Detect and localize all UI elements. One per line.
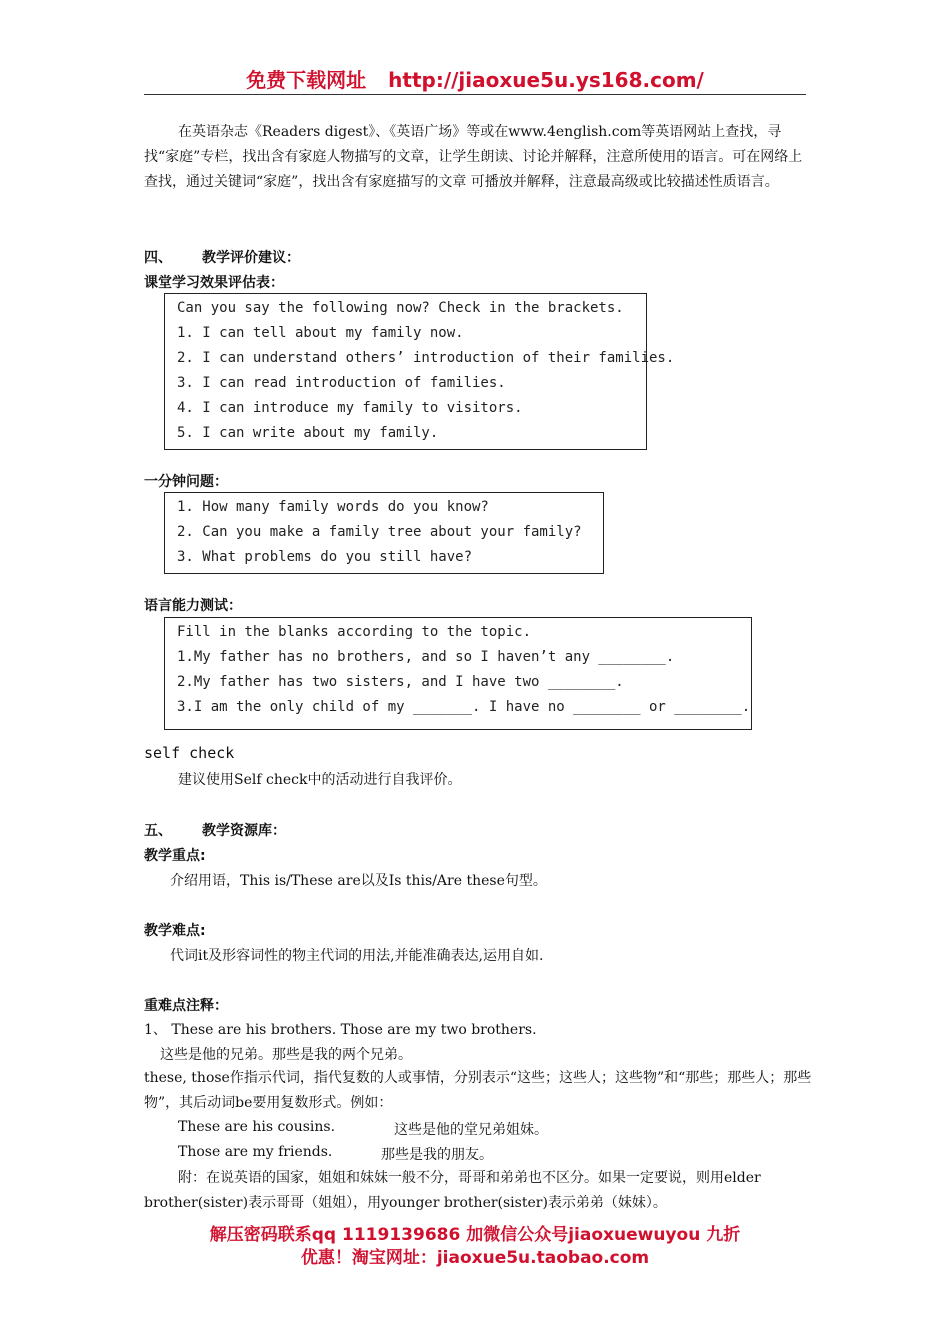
section-4-number: 四、 [144, 250, 172, 266]
notes-title: 重难点注释： [144, 998, 228, 1014]
eval-line: 4. I can introduce my family to visitors. [177, 400, 523, 416]
notes-item1-translation: 这些是他的兄弟。那些是我的两个兄弟。 [160, 1047, 412, 1063]
header-divider [144, 94, 806, 95]
eval-line: 1. I can tell about my family now. [177, 325, 464, 341]
notes-explanation: these, those作指示代词，指代复数的人或事情，分别表示“这些；这些人；这些物”和“那些；那些人；那些物”，其后动词be要用复数形式。例如： [144, 1070, 812, 1111]
keypoint-text: 介绍用语，This is/These are以及Is this/Are these句型。 [170, 873, 547, 889]
notes-example1-cn: 这些是他的堂兄弟姐妹。 [394, 1122, 548, 1138]
langtest-title: 语言能力测试： [144, 598, 242, 614]
footer-line-1: 解压密码联系qq 1119139686 加微信公众号jiaoxuewuyou 九折 [209, 1225, 741, 1245]
langtest-line: 3.I am the only child of my _______. I have no ________ or ________. [177, 699, 751, 715]
notes-example2-en: Those are my friends. [178, 1144, 333, 1160]
intro-paragraph: 在英语杂志《Readers digest》、《英语广场》等或在www.4english.com等英语网站上查找，寻找“家庭”专栏，找出含有家庭人物描写的文章，让学生朗读、讨论并解释，注意所使用的语言。可在网络上查找，通过关键词“家庭”，找出含有家庭描写的文章 可播放并解释，注意最高级或比较描述性质语言。 [144, 124, 803, 190]
notes-appendix: 附：在说英语的国家，姐姐和妹妹一般不分，哥哥和弟弟也不区分。如果一定要说，则用elder brother(sister)表示哥哥（姐姐），用younger brother(sister)表示弟弟（妹妹）。 [144, 1170, 761, 1211]
notes-item1: 1、 These are his brothers. Those are my two brothers. [144, 1022, 537, 1038]
langtest-line: 1.My father has no brothers, and so I haven’t any ________. [177, 649, 675, 665]
section-4-title: 教学评价建议： [202, 250, 300, 266]
header-url-link[interactable]: http://jiaoxue5u.ys168.com/ [388, 68, 704, 92]
footer-line-2: 优惠！淘宝网址：jiaoxue5u.taobao.com [300, 1248, 650, 1268]
header-label: 免费下载网址 [246, 68, 367, 92]
section-5-title: 教学资源库： [202, 823, 286, 839]
langtest-line: 2.My father has two sisters, and I have two ________. [177, 674, 624, 690]
langtest-line: Fill in the blanks according to the topic. [177, 624, 532, 640]
oneminute-line: 3. What problems do you still have? [177, 549, 473, 565]
oneminute-line: 2. Can you make a family tree about your family? [177, 524, 582, 540]
header-download-banner[interactable] [0, 64, 950, 93]
oneminute-line: 1. How many family words do you know? [177, 499, 489, 515]
section-5-heading [144, 820, 286, 840]
eval-line: Can you say the following now? Check in the brackets. [177, 300, 624, 316]
eval-line: 3. I can read introduction of families. [177, 375, 506, 391]
langtest-box [164, 617, 752, 730]
section-5-number: 五、 [144, 823, 172, 839]
eval-line: 5. I can write about my family. [177, 425, 439, 441]
eval-box [164, 293, 675, 450]
notes-example1-en: These are his cousins. [178, 1119, 336, 1135]
eval-line: 2. I can understand others’ introduction of their families. [177, 350, 675, 366]
difficulty-title: 教学难点: [144, 923, 206, 939]
selfcheck-text: 建议使用Self check中的活动进行自我评价。 [178, 772, 462, 788]
difficulty-text: 代词it及形容词性的物主代词的用法,并能准确表达,运用自如. [170, 948, 544, 964]
section-4-heading [144, 247, 300, 267]
keypoint-title: 教学重点: [144, 848, 206, 864]
notes-example2-cn: 那些是我的朋友。 [381, 1147, 493, 1163]
oneminute-title: 一分钟问题： [144, 474, 228, 490]
oneminute-box [164, 492, 604, 574]
eval-title: 课堂学习效果评估表： [144, 275, 284, 291]
selfcheck-title: self check [144, 744, 235, 762]
